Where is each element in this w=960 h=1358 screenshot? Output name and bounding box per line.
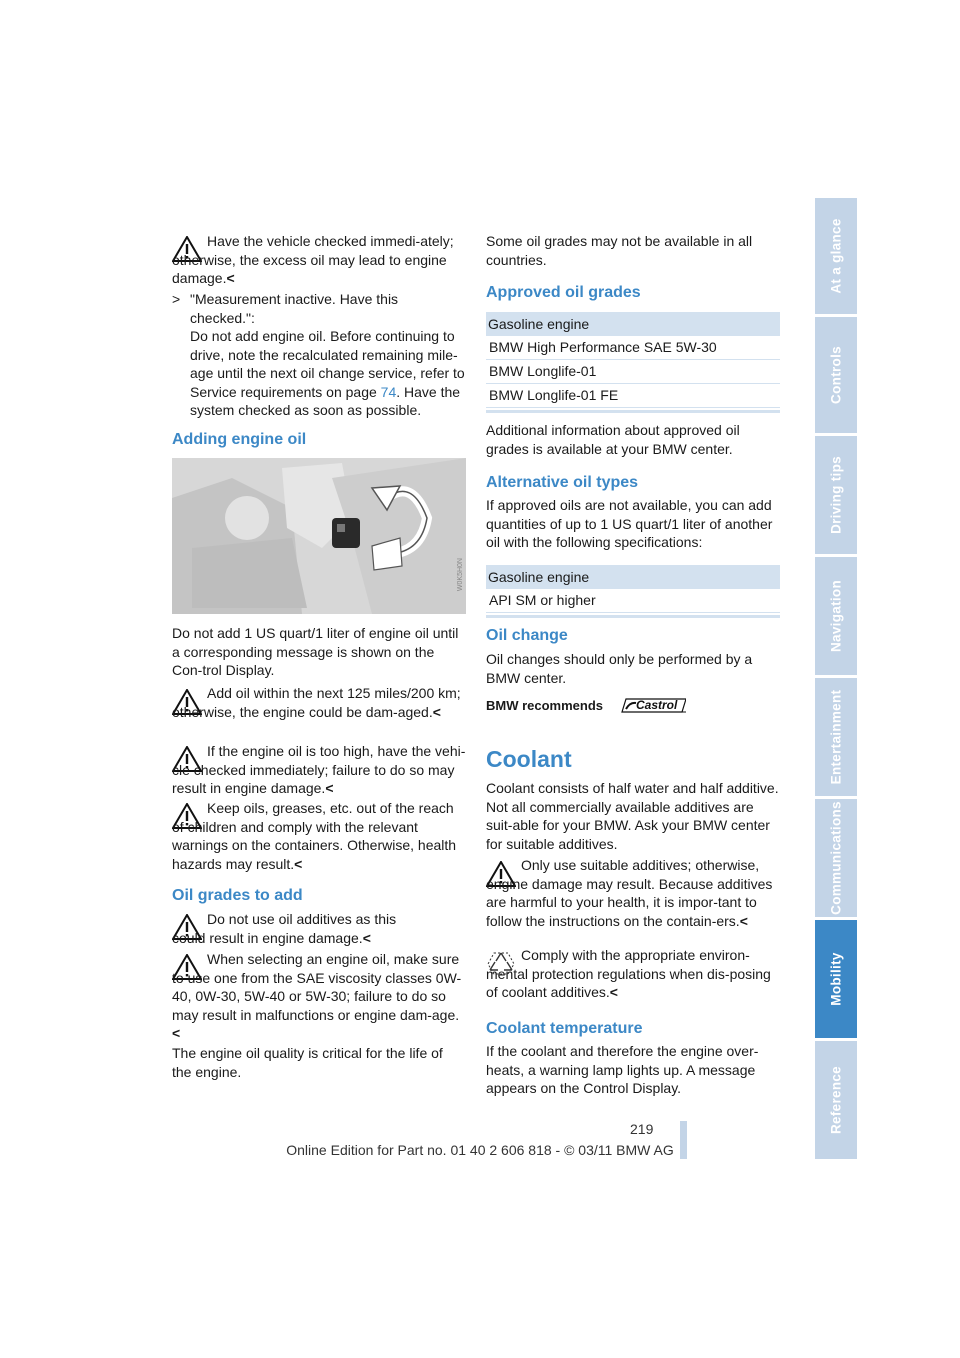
bullet-line: "Measurement inactive. Have this checked.": <box>190 291 399 326</box>
table-rule <box>486 615 780 618</box>
paragraph: Oil changes should only be performed by a BMW center. <box>486 651 753 686</box>
bullet-line: Do not add engine oil. Before continuing to drive, note the recalculated remaining mile-age until the next oil change service, refer to Service requirements on page <box>190 328 465 400</box>
table-rule <box>486 410 780 413</box>
tab-communications[interactable]: Communications <box>815 799 857 917</box>
castrol-logo <box>620 697 686 714</box>
table-header: Gasoline engine <box>486 312 780 336</box>
warning-text: If the engine oil is too high, have the vehi-cle checked immediately; failure to do so may result in engine damage.< <box>172 743 466 796</box>
paragraph: If approved oils are not available, you can add quantities of up to 1 US quart/1 liter of another oil with the following specifications: <box>486 497 773 550</box>
edition-line: Online Edition for Part no. 01 40 2 606 818 - © 03/11 BMW AG <box>286 1142 674 1158</box>
table-header: Gasoline engine <box>486 565 780 589</box>
heading-alternative: Alternative oil types <box>486 474 639 491</box>
heading-oil-grades: Oil grades to add <box>172 887 303 904</box>
page-link[interactable]: 74 <box>380 383 397 400</box>
heading-approved: Approved oil grades <box>486 284 641 301</box>
tab-entertainment[interactable]: Entertainment <box>815 678 857 796</box>
engine-photo <box>172 458 466 614</box>
tab-mobility[interactable]: Mobility <box>815 920 857 1038</box>
bullet-marker: > <box>172 291 181 307</box>
tab-driving-tips[interactable]: Driving tips <box>815 436 857 554</box>
table-row: API SM or higher <box>486 589 780 613</box>
paragraph: Coolant consists of half water and half additive. Not all commercially available additives are suit-able for your BMW. Ask your BMW center for suitable additives. <box>486 780 779 852</box>
paragraph: The engine oil quality is critical for the life of the engine. <box>172 1045 443 1080</box>
castrol-recommendation <box>486 697 706 717</box>
warning-text: Keep oils, greases, etc. out of the reach of children and comply with the relevant warnings on the containers. Otherwise, health hazards may result.< <box>172 800 457 872</box>
paragraph: Some oil grades may not be available in all countries. <box>486 233 753 268</box>
environment-note: Comply with the appropriate environ-mental protection regulations when dis-posing of coolant additives.< <box>486 947 771 1000</box>
paragraph: Additional information about approved oil grades is available at your BMW center. <box>486 422 740 457</box>
table-row: BMW Longlife-01 FE <box>486 384 780 408</box>
paragraph: Do not add 1 US quart/1 liter of engine oil until a corresponding message is shown on the Con-trol Display. <box>172 625 459 678</box>
castrol-wordmark: Castrol <box>636 698 678 712</box>
warning-text: Do not use oil additives as this could result in engine damage.< <box>172 911 397 946</box>
warning-text: Add oil within the next 125 miles/200 km; otherwise, the engine could be dam-aged.< <box>172 685 461 720</box>
heading-oil-change: Oil change <box>486 627 568 644</box>
tab-navigation[interactable]: Navigation <box>815 557 857 675</box>
tab-controls[interactable]: Controls <box>815 317 857 433</box>
heading-coolant: Coolant <box>486 746 572 772</box>
heading-adding-oil: Adding engine oil <box>172 431 307 448</box>
warning-text: When selecting an engine oil, make sure to use one from the SAE viscosity classes 0W-40, 0W-30, 5W-40 or 5W-30; failure to do so may result in malfunctions or engine dam-age.< <box>172 951 462 1041</box>
photo-code: W0K5H0N <box>457 558 464 592</box>
alternative-oil-table <box>486 565 780 618</box>
page-number: 219 <box>630 1121 654 1137</box>
approved-oil-table <box>486 312 780 413</box>
tab-at-a-glance[interactable]: At a glance <box>815 198 857 314</box>
bullet-tail: . Have the system checked as soon as possible. <box>190 383 461 418</box>
warning-block: Have the vehicle checked immedi-ately; otherwise, the excess oil may lead to engine damage.< <box>172 233 454 286</box>
table-row: BMW High Performance SAE 5W-30 <box>486 336 780 360</box>
tab-reference[interactable]: Reference <box>815 1041 857 1159</box>
table-row: BMW Longlife-01 <box>486 360 780 384</box>
recommends-label: BMW recommends <box>486 698 604 713</box>
paragraph: If the coolant and therefore the engine over-heats, a warning lamp lights up. A message appears on the Control Display. <box>486 1043 759 1096</box>
heading-coolant-temp: Coolant temperature <box>486 1020 643 1037</box>
warning-text: Only use suitable additives; otherwise, engine damage may result. Because additives are harmful to your health, it is impor-tant to follow the instructions on the contain-ers.< <box>486 857 773 929</box>
